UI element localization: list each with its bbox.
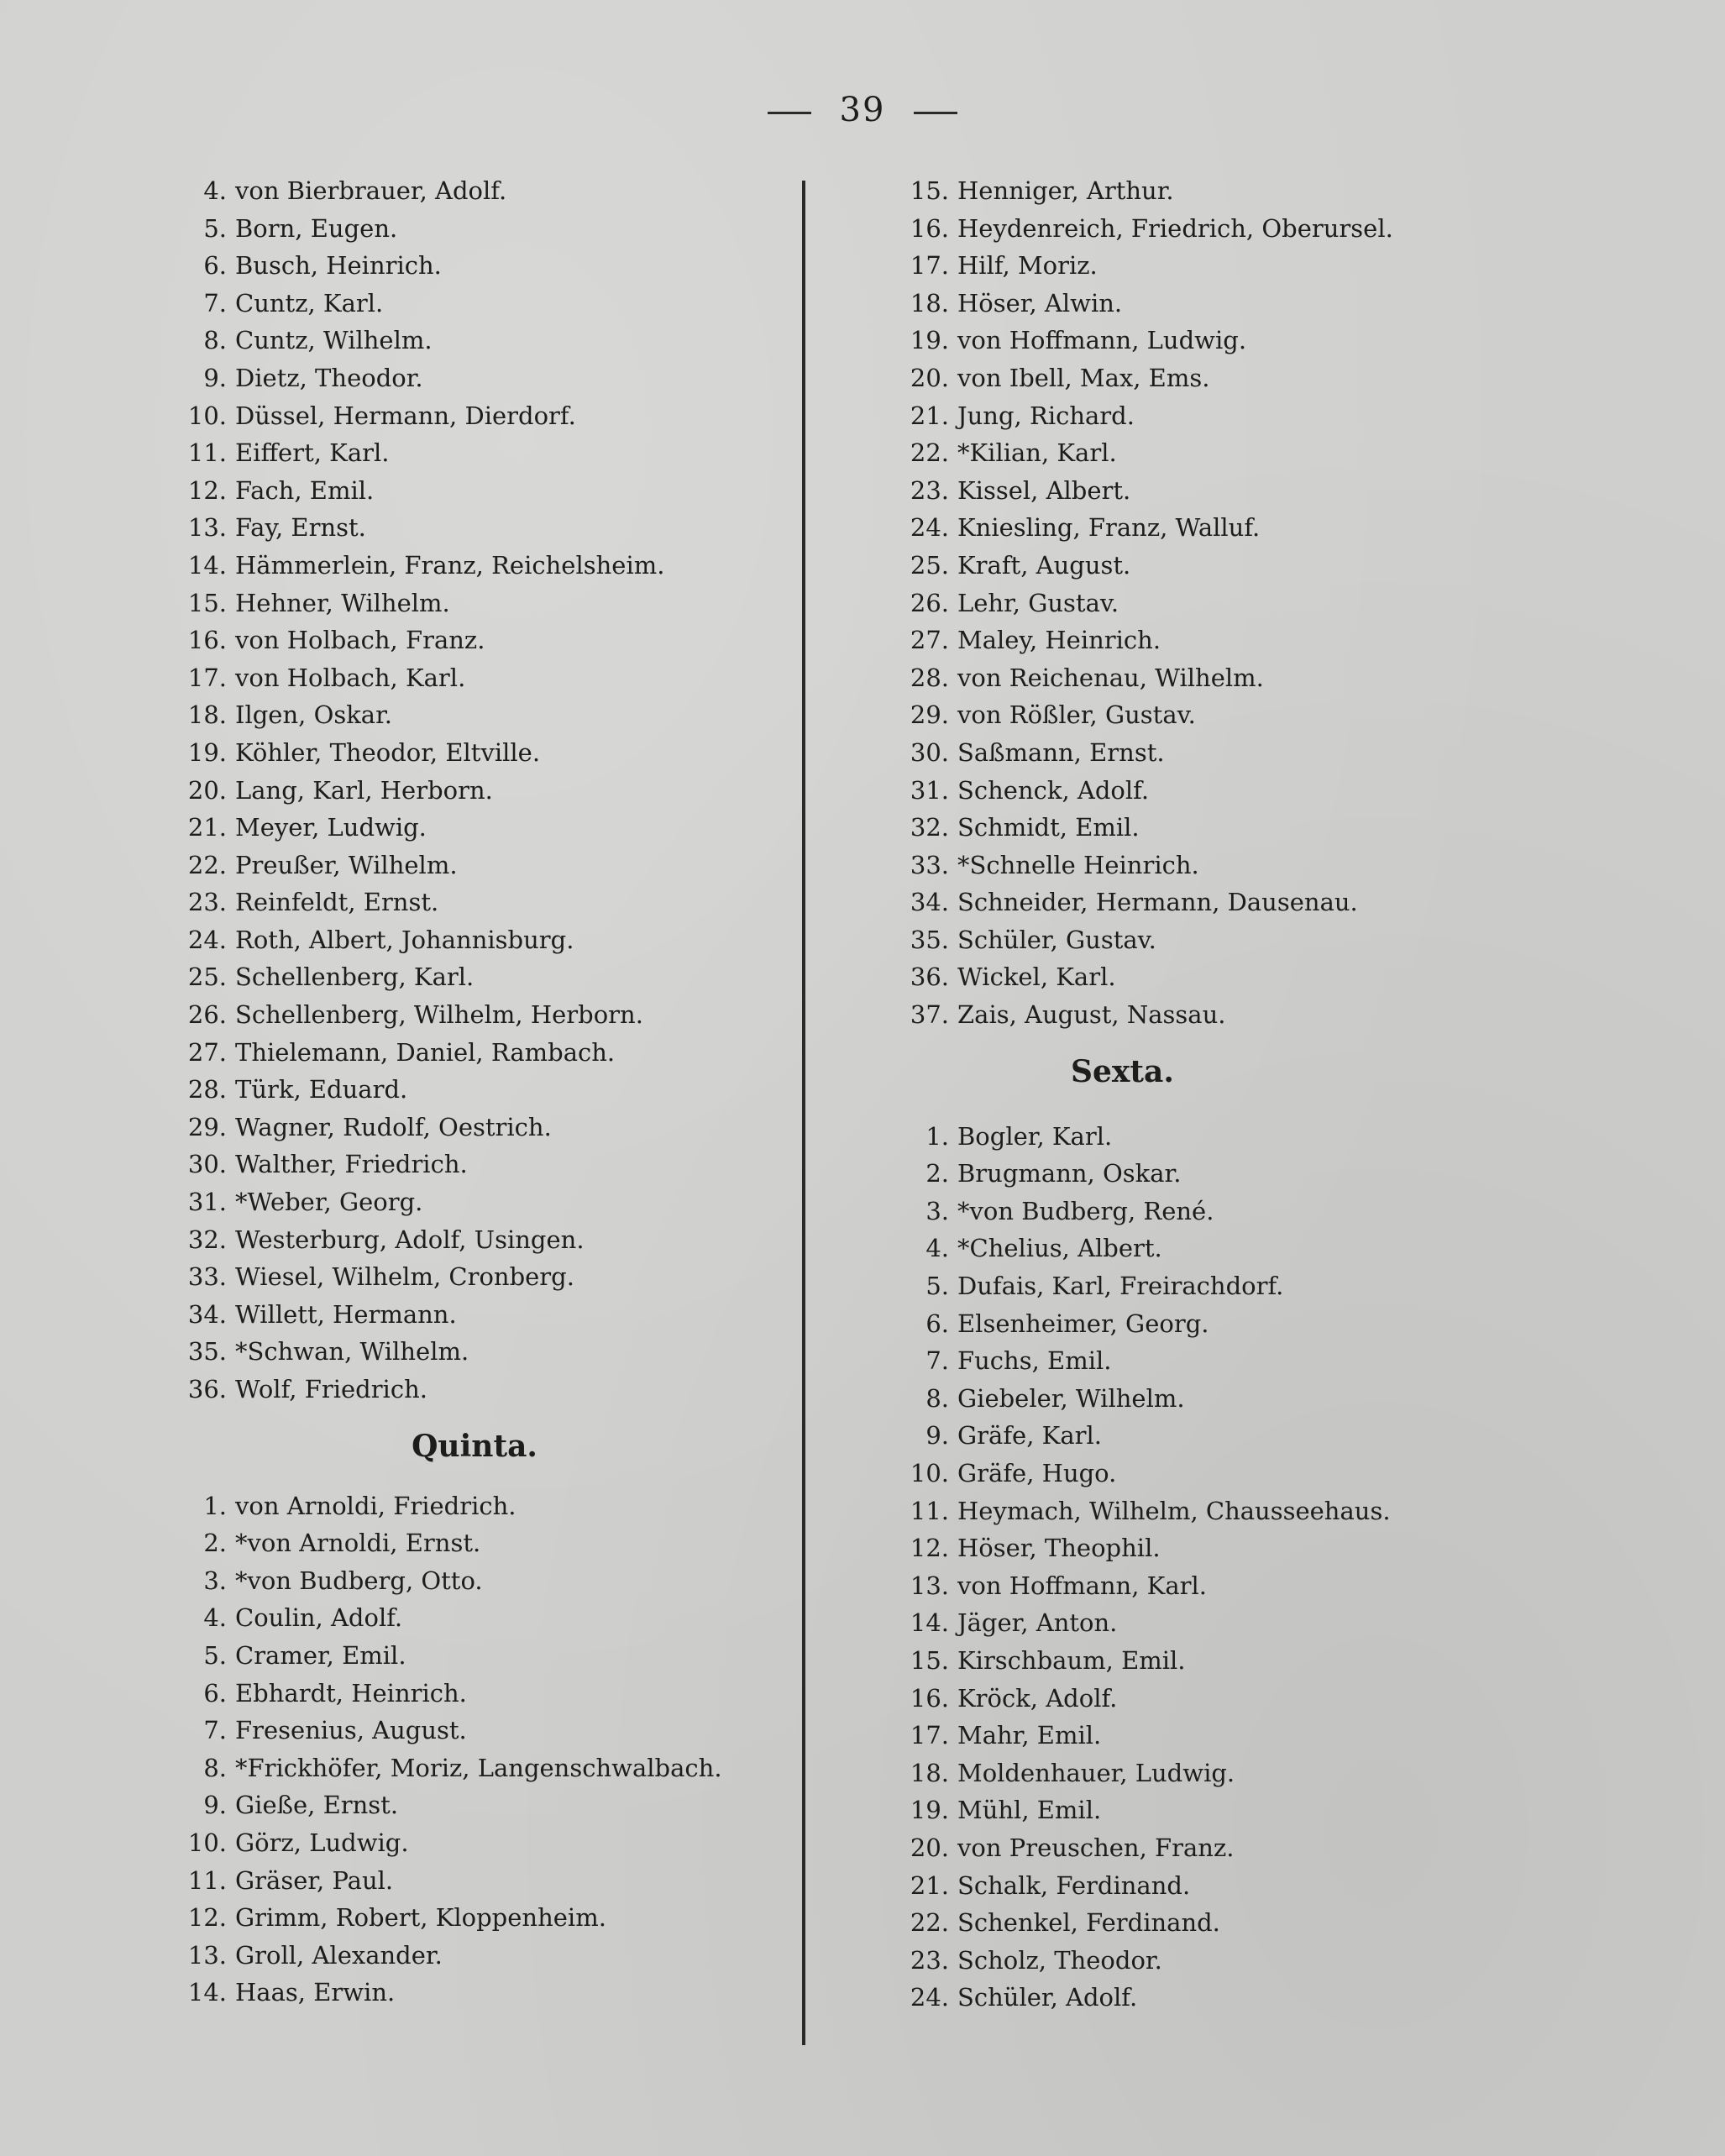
entry-name: Schenck, Adolf. (957, 775, 1150, 805)
list-entry (894, 1492, 1650, 1530)
entry-name: von Rößler, Gustav. (957, 700, 1196, 730)
entry-number: 5. (203, 213, 227, 243)
list-entry (172, 809, 777, 847)
entry-name: *von Budberg, Otto. (235, 1566, 483, 1595)
entry-name: Fay, Ernst. (235, 513, 366, 543)
list-entry (894, 322, 1650, 359)
entry-number: 21. (910, 1870, 949, 1900)
entry-number: 33. (910, 850, 949, 879)
entry-number: 1. (925, 1121, 949, 1151)
entry-name: von Arnoldi, Friedrich. (235, 1491, 516, 1520)
entry-name: Walther, Friedrich. (235, 1150, 468, 1179)
list-entry (172, 1524, 777, 1562)
entry-name: Coulin, Adolf. (235, 1603, 403, 1633)
list-entry (894, 1305, 1650, 1343)
entry-name: Bogler, Karl. (957, 1121, 1113, 1151)
list-entry (172, 1637, 777, 1675)
entry-number: 32. (187, 1225, 227, 1254)
entry-number: 12. (910, 1534, 949, 1563)
entry-name: Moldenhauer, Ludwig. (957, 1758, 1235, 1787)
entry-name: Haas, Erwin. (235, 1978, 396, 2007)
entry-name: Schellenberg, Karl. (235, 963, 475, 992)
entry-name: Gräfe, Hugo. (957, 1459, 1117, 1487)
entry-number: 12. (187, 1903, 227, 1933)
list-entry (172, 1071, 777, 1109)
entry-name: Düssel, Hermann, Dierdorf. (235, 401, 576, 430)
entry-name: von Holbach, Karl. (235, 663, 466, 692)
list-entry (172, 1296, 777, 1334)
list-entry (894, 1867, 1650, 1905)
entry-number: 26. (187, 1000, 227, 1030)
entry-name: von Bierbrauer, Adolf. (235, 176, 507, 205)
list-entry (894, 884, 1650, 921)
dash-right (914, 112, 957, 114)
entry-number: 17. (187, 663, 227, 692)
list-entry (894, 1829, 1650, 1867)
list-entry (894, 1604, 1650, 1642)
entry-name: Born, Eugen. (235, 213, 398, 243)
list-entry (894, 958, 1650, 996)
list-entry (894, 809, 1650, 847)
entry-number: 36. (187, 1375, 227, 1403)
entry-number: 20. (187, 775, 227, 805)
list-entry (172, 847, 777, 884)
entry-name: Gräser, Paul. (235, 1865, 394, 1895)
list-entry (172, 921, 777, 959)
entry-number: 34. (187, 1299, 227, 1329)
entry-name: Schüler, Gustav. (957, 925, 1156, 954)
entry-name: Willett, Hermann. (235, 1299, 457, 1329)
list-entry (894, 397, 1650, 435)
entry-number: 11. (910, 1496, 949, 1525)
entry-number: 26. (910, 588, 949, 617)
entry-number: 19. (910, 1796, 949, 1825)
list-entry (172, 1862, 777, 1900)
entry-number: 18. (910, 1758, 949, 1787)
list-entry (894, 472, 1650, 510)
list-entry (172, 734, 777, 772)
section-heading-quinta: Quinta. (412, 1428, 537, 1464)
entry-number: 1. (203, 1491, 227, 1520)
entry-name: Schüler, Adolf. (957, 1983, 1138, 2012)
list-entry (894, 1230, 1650, 1267)
entry-number: 27. (910, 626, 949, 655)
column-divider (802, 181, 805, 2045)
entry-number: 23. (910, 1945, 949, 1975)
entry-number: 31. (910, 775, 949, 805)
entry-number: 23. (187, 888, 227, 917)
entry-name: Köhler, Theodor, Eltville. (235, 737, 541, 767)
right-column (894, 172, 1650, 2017)
entry-number: 5. (203, 1640, 227, 1670)
entry-name: Schneider, Hermann, Dausenau. (957, 888, 1358, 917)
list-entry (894, 847, 1650, 884)
entry-name: von Preuschen, Franz. (957, 1833, 1235, 1862)
entry-name: Grimm, Robert, Kloppenheim. (235, 1903, 606, 1933)
entry-name: Schalk, Ferdinand. (957, 1870, 1191, 1900)
list-entry (894, 1529, 1650, 1567)
list-entry (172, 285, 777, 323)
entry-name: Schenkel, Ferdinand. (957, 1908, 1220, 1938)
list-entry (894, 1567, 1650, 1605)
entry-name: *Schnelle Heinrich. (957, 850, 1199, 879)
entry-name: Thielemann, Daniel, Rambach. (235, 1037, 616, 1067)
entry-number: 2. (925, 1159, 949, 1188)
entry-number: 11. (187, 438, 227, 468)
list-entry (172, 958, 777, 996)
entry-number: 10. (910, 1459, 949, 1487)
entry-name: Höser, Theophil. (957, 1534, 1161, 1563)
list-entry (894, 1342, 1650, 1380)
entry-number: 20. (910, 1833, 949, 1862)
entry-name: Brugmann, Oskar. (957, 1159, 1182, 1188)
entry-name: Zais, August, Nassau. (957, 1000, 1226, 1030)
list-entry (894, 585, 1650, 622)
entry-name: Jung, Richard. (957, 401, 1135, 430)
list-entry (894, 172, 1650, 210)
entry-number: 9. (203, 1791, 227, 1820)
left-list-continued (172, 172, 777, 1408)
entry-number: 25. (910, 550, 949, 580)
entry-number: 30. (187, 1150, 227, 1179)
entry-name: Giebeler, Wilhelm. (957, 1383, 1185, 1413)
entry-number: 30. (910, 737, 949, 767)
entry-number: 5. (925, 1272, 949, 1301)
dash-left (768, 112, 811, 114)
entry-name: Fresenius, August. (235, 1716, 467, 1745)
entry-number: 22. (910, 1908, 949, 1938)
entry-number: 4. (203, 1603, 227, 1633)
entry-number: 4. (203, 176, 227, 205)
entry-number: 36. (910, 963, 949, 992)
list-entry (172, 1786, 777, 1824)
entry-name: Ebhardt, Heinrich. (235, 1678, 467, 1707)
entry-name: Eiffert, Karl. (235, 438, 390, 468)
list-entry (172, 359, 777, 397)
page-number (0, 91, 1725, 129)
list-entry (172, 1974, 777, 2012)
entry-name: Hämmerlein, Franz, Reichelsheim. (235, 550, 665, 580)
list-entry (172, 1749, 777, 1787)
entry-name: Fach, Emil. (235, 475, 375, 505)
entry-number: 22. (910, 438, 949, 468)
list-entry (172, 884, 777, 921)
entry-number: 4. (925, 1234, 949, 1263)
entry-name: *von Budberg, René. (957, 1196, 1214, 1225)
entry-number: 9. (203, 363, 227, 392)
entry-name: von Hoffmann, Karl. (957, 1571, 1207, 1600)
entry-number: 12. (187, 475, 227, 505)
entry-name: Wickel, Karl. (957, 963, 1116, 992)
list-entry (172, 1333, 777, 1371)
entry-name: Maley, Heinrich. (957, 626, 1161, 655)
left-column (172, 172, 777, 2012)
entry-number: 16. (910, 213, 949, 243)
entry-name: Kissel, Albert. (957, 475, 1131, 505)
entry-number: 29. (910, 700, 949, 730)
entry-name: Heymach, Wilhelm, Chausseehaus. (957, 1496, 1391, 1525)
list-entry (894, 921, 1650, 959)
entry-number: 15. (910, 1645, 949, 1675)
entry-name: Schmidt, Emil. (957, 813, 1140, 842)
entry-number: 8. (203, 326, 227, 355)
list-entry (894, 1755, 1650, 1792)
entry-name: *Chelius, Albert. (957, 1234, 1162, 1263)
list-entry (894, 285, 1650, 323)
entry-number: 13. (187, 513, 227, 543)
entry-number: 33. (187, 1262, 227, 1292)
list-entry (894, 1155, 1650, 1193)
list-entry (172, 1183, 777, 1221)
entry-number: 10. (187, 401, 227, 430)
entry-number: 18. (187, 700, 227, 730)
list-entry (894, 1267, 1650, 1305)
entry-number: 10. (187, 1828, 227, 1857)
entry-number: 6. (925, 1309, 949, 1338)
list-entry (172, 1221, 777, 1259)
entry-number: 8. (203, 1753, 227, 1782)
entry-name: Schellenberg, Wilhelm, Herborn. (235, 1000, 643, 1030)
entry-name: Gieße, Ernst. (235, 1791, 399, 1820)
entry-number: 13. (910, 1571, 949, 1600)
entry-name: *Frickhöfer, Moriz, Langenschwalbach. (235, 1753, 722, 1782)
list-entry (172, 1487, 777, 1525)
list-entry (894, 1417, 1650, 1455)
entry-name: Lehr, Gustav. (957, 588, 1119, 617)
entry-name: Meyer, Ludwig. (235, 813, 427, 842)
list-entry (894, 1118, 1650, 1156)
entry-name: Mühl, Emil. (957, 1796, 1102, 1825)
entry-name: Elsenheimer, Georg. (957, 1309, 1209, 1338)
list-entry (172, 434, 777, 472)
entry-number: 22. (187, 850, 227, 879)
list-entry (894, 1904, 1650, 1942)
entry-name: Westerburg, Adolf, Usingen. (235, 1225, 585, 1254)
entry-number: 17. (910, 1721, 949, 1750)
entry-number: 21. (187, 813, 227, 842)
entry-name: Heydenreich, Friedrich, Oberursel. (957, 213, 1393, 243)
list-entry (172, 1675, 777, 1713)
entry-name: Henniger, Arthur. (957, 176, 1174, 205)
list-entry (172, 996, 777, 1034)
entry-number: 14. (187, 550, 227, 580)
list-entry (172, 659, 777, 697)
entry-number: 16. (187, 626, 227, 655)
list-entry (894, 210, 1650, 248)
entry-name: *Weber, Georg. (235, 1188, 423, 1217)
entry-number: 6. (203, 251, 227, 281)
entry-number: 19. (910, 326, 949, 355)
list-entry (172, 509, 777, 547)
entry-number: 6. (203, 1678, 227, 1707)
entry-number: 35. (187, 1337, 227, 1367)
list-entry (172, 1599, 777, 1637)
list-entry (894, 772, 1650, 810)
entry-name: *Schwan, Wilhelm. (235, 1337, 469, 1367)
entry-number: 2. (203, 1529, 227, 1558)
right-list-continued (894, 172, 1650, 1034)
entry-number: 3. (925, 1196, 949, 1225)
list-entry (172, 772, 777, 810)
entry-number: 24. (187, 925, 227, 954)
entry-name: Jäger, Anton. (957, 1608, 1118, 1638)
list-entry (172, 210, 777, 248)
entry-name: Hilf, Moriz. (957, 251, 1098, 281)
list-entry (172, 1937, 777, 1975)
sexta-list (894, 1118, 1650, 2017)
list-entry (172, 1371, 777, 1408)
entry-name: Groll, Alexander. (235, 1940, 443, 1970)
entry-name: Dietz, Theodor. (235, 363, 423, 392)
list-entry (894, 509, 1650, 547)
entry-name: Ilgen, Oskar. (235, 700, 392, 730)
entry-name: Wolf, Friedrich. (235, 1375, 427, 1403)
entry-number: 28. (187, 1075, 227, 1104)
entry-number: 27. (187, 1037, 227, 1067)
entry-name: Roth, Albert, Johannisburg. (235, 925, 574, 954)
entry-name: Kröck, Adolf. (957, 1683, 1118, 1713)
entry-name: von Reichenau, Wilhelm. (957, 663, 1264, 692)
entry-number: 18. (910, 288, 949, 317)
list-entry (894, 1717, 1650, 1755)
list-entry (894, 1380, 1650, 1418)
entry-number: 3. (203, 1566, 227, 1595)
list-entry (172, 1109, 777, 1146)
entry-name: Kirschbaum, Emil. (957, 1645, 1186, 1675)
entry-number: 35. (910, 925, 949, 954)
entry-name: Cuntz, Karl. (235, 288, 384, 317)
entry-name: Mahr, Emil. (957, 1721, 1102, 1750)
entry-name: Hehner, Wilhelm. (235, 588, 450, 617)
entry-number: 28. (910, 663, 949, 692)
list-entry (172, 622, 777, 659)
list-entry (172, 1258, 777, 1296)
entry-name: Busch, Heinrich. (235, 251, 442, 281)
entry-number: 8. (925, 1383, 949, 1413)
entry-name: Kraft, August. (957, 550, 1131, 580)
entry-number: 24. (910, 513, 949, 543)
list-entry (894, 734, 1650, 772)
entry-number: 14. (910, 1608, 949, 1638)
entry-number: 16. (910, 1683, 949, 1713)
entry-name: *von Arnoldi, Ernst. (235, 1529, 481, 1558)
entry-number: 7. (203, 288, 227, 317)
list-entry (894, 434, 1650, 472)
list-entry (172, 1899, 777, 1937)
list-entry (172, 1562, 777, 1600)
entry-number: 34. (910, 888, 949, 917)
list-entry (172, 1824, 777, 1862)
list-entry (172, 322, 777, 359)
list-entry (894, 1791, 1650, 1829)
entry-number: 20. (910, 363, 949, 392)
list-entry (172, 172, 777, 210)
entry-number: 37. (910, 1000, 949, 1030)
entry-number: 29. (187, 1112, 227, 1141)
entry-number: 15. (187, 588, 227, 617)
entry-name: Höser, Alwin. (957, 288, 1123, 317)
list-entry (172, 696, 777, 734)
entry-name: Lang, Karl, Herborn. (235, 775, 493, 805)
entry-name: von Ibell, Max, Ems. (957, 363, 1210, 392)
entry-number: 7. (203, 1716, 227, 1745)
list-entry (894, 359, 1650, 397)
entry-number: 23. (910, 475, 949, 505)
list-entry (894, 1942, 1650, 1980)
entry-number: 7. (925, 1346, 949, 1376)
entry-number: 19. (187, 737, 227, 767)
entry-number: 17. (910, 251, 949, 281)
entry-name: Türk, Eduard. (235, 1075, 408, 1104)
entry-name: Preußer, Wilhelm. (235, 850, 458, 879)
entry-name: Görz, Ludwig. (235, 1828, 409, 1857)
list-entry (172, 397, 777, 435)
list-entry (894, 996, 1650, 1034)
quinta-list (172, 1487, 777, 2012)
entry-number: 25. (187, 963, 227, 992)
list-entry (172, 585, 777, 622)
entry-number: 31. (187, 1188, 227, 1217)
list-entry (172, 1146, 777, 1183)
entry-name: Fuchs, Emil. (957, 1346, 1112, 1376)
page-number-value: 39 (839, 91, 886, 129)
entry-number: 21. (910, 401, 949, 430)
entry-name: Scholz, Theodor. (957, 1945, 1162, 1975)
entry-number: 13. (187, 1940, 227, 1970)
list-entry (894, 622, 1650, 659)
list-entry (894, 1680, 1650, 1718)
entry-name: von Hoffmann, Ludwig. (957, 326, 1247, 355)
entry-name: Kniesling, Franz, Walluf. (957, 513, 1261, 543)
list-entry (172, 247, 777, 285)
entry-name: Dufais, Karl, Freirachdorf. (957, 1272, 1284, 1301)
section-heading-sexta: Sexta. (1071, 1053, 1174, 1089)
list-entry (894, 659, 1650, 697)
entry-number: 9. (925, 1421, 949, 1450)
list-entry (172, 1034, 777, 1072)
entry-number: 24. (910, 1983, 949, 2012)
list-entry (894, 547, 1650, 585)
list-entry (894, 247, 1650, 285)
list-entry (894, 1193, 1650, 1230)
entry-name: Cuntz, Wilhelm. (235, 326, 433, 355)
list-entry (894, 696, 1650, 734)
list-entry (172, 472, 777, 510)
entry-name: Reinfeldt, Ernst. (235, 888, 439, 917)
entry-name: Wiesel, Wilhelm, Cronberg. (235, 1262, 574, 1292)
entry-number: 32. (910, 813, 949, 842)
entry-name: *Kilian, Karl. (957, 438, 1117, 468)
list-entry (894, 1642, 1650, 1680)
list-entry (894, 1455, 1650, 1492)
entry-name: von Holbach, Franz. (235, 626, 485, 655)
entry-number: 15. (910, 176, 949, 205)
entry-number: 11. (187, 1865, 227, 1895)
entry-name: Cramer, Emil. (235, 1640, 406, 1670)
entry-name: Wagner, Rudolf, Oestrich. (235, 1112, 552, 1141)
entry-number: 14. (187, 1978, 227, 2007)
entry-name: Saßmann, Ernst. (957, 737, 1165, 767)
list-entry (172, 547, 777, 585)
entry-name: Gräfe, Karl. (957, 1421, 1102, 1450)
list-entry (894, 1979, 1650, 2017)
list-entry (172, 1712, 777, 1749)
